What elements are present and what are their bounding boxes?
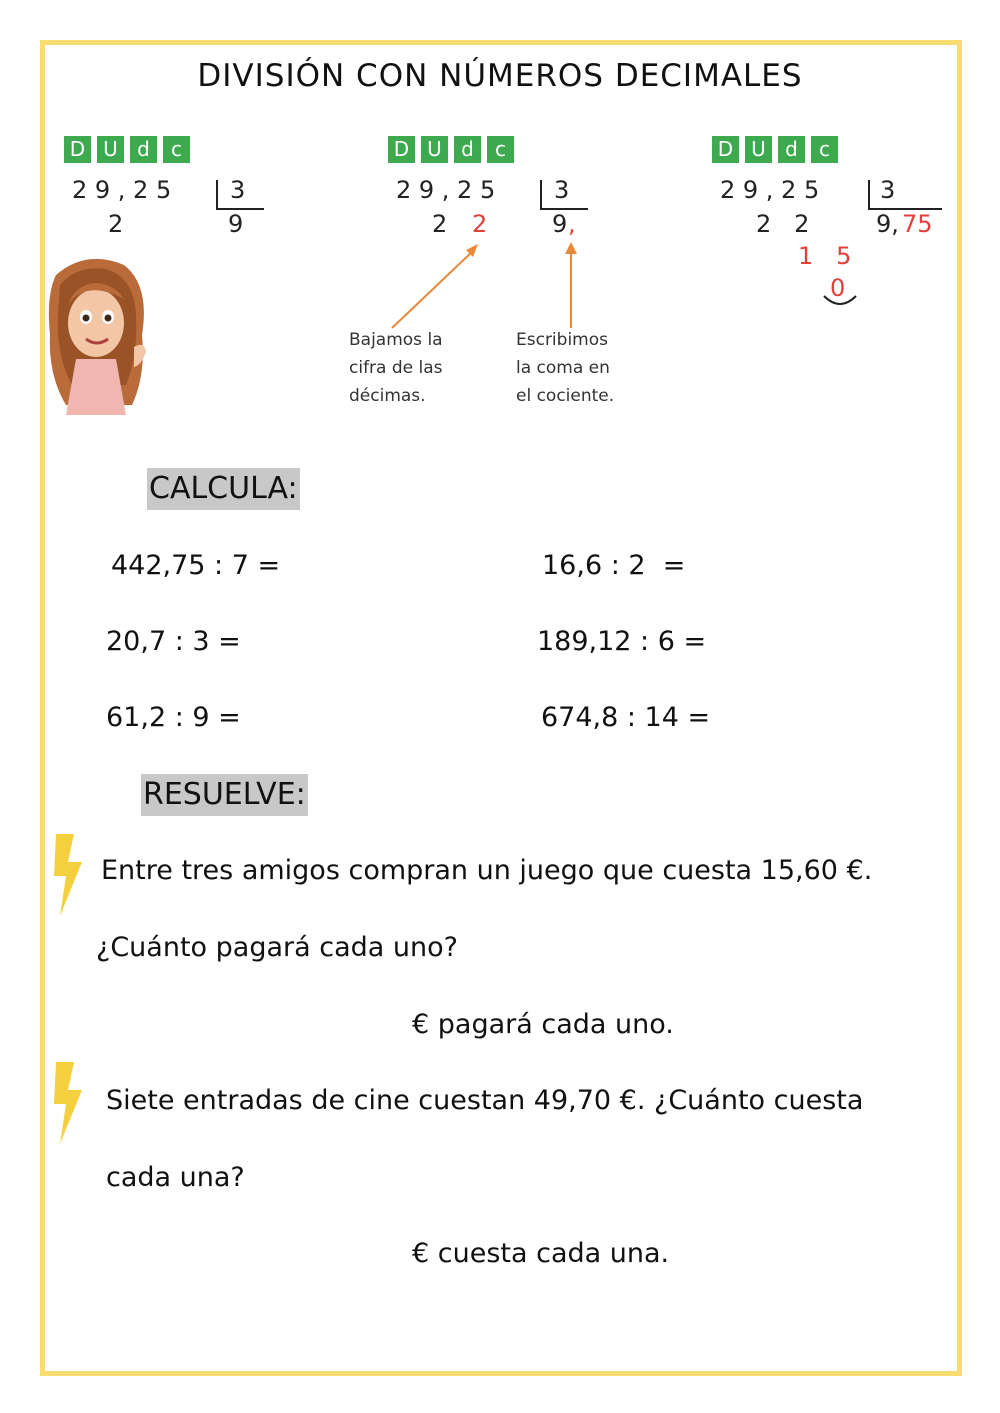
lowered-digit: 2 — [472, 210, 488, 238]
teacher-avatar-icon — [46, 255, 150, 415]
partial-remainder: 2 2 — [756, 210, 810, 238]
operation-1: 442,75 : 7 = — [111, 550, 281, 581]
example-division-2 — [388, 136, 628, 246]
note-write-comma: Escribimos la coma en el cociente. — [516, 330, 615, 406]
note-lower-tenths: Bajamos la cifra de las décimas. — [349, 330, 443, 406]
problem-1-line-1: Entre tres amigos compran un juego que cuesta 15,60 €. — [101, 855, 873, 886]
example-division-1 — [64, 136, 304, 246]
place-value-d-upper: D — [712, 136, 739, 163]
problem-2-answer: € cuesta cada una. — [412, 1238, 670, 1269]
quotient: 9 — [228, 210, 244, 238]
place-value-header — [388, 136, 628, 163]
place-value-d-lower: d — [778, 136, 805, 163]
page-title: DIVISIÓN CON NÚMEROS DECIMALES — [197, 58, 803, 94]
place-value-d-upper: D — [388, 136, 415, 163]
partial-remainder: 2 — [108, 210, 124, 238]
dividend: 2 9 , 2 5 — [396, 176, 496, 204]
section-resuelve: RESUELVE: — [141, 774, 308, 816]
partial-remainder: 2 — [432, 210, 448, 238]
operation-2: 16,6 : 2 = — [542, 550, 686, 581]
operation-6: 674,8 : 14 = — [541, 702, 711, 733]
place-value-u: U — [745, 136, 772, 163]
place-value-header — [712, 136, 952, 163]
lightning-bolt-icon — [52, 832, 88, 918]
place-value-c: c — [163, 136, 190, 163]
problem-1-line-2: ¿Cuánto pagará cada uno? — [96, 932, 458, 963]
place-value-c: c — [811, 136, 838, 163]
quotient-comma: , — [568, 210, 576, 238]
problem-1-answer: € pagará cada uno. — [412, 1009, 674, 1040]
place-value-header — [64, 136, 304, 163]
place-value-d-upper: D — [64, 136, 91, 163]
dividend: 2 9 , 2 5 — [720, 176, 820, 204]
example-division-3 — [712, 136, 952, 302]
place-value-u: U — [421, 136, 448, 163]
remainder-row: 1 5 — [798, 242, 852, 270]
annotation-arrows — [340, 236, 640, 336]
place-value-d-lower: d — [454, 136, 481, 163]
remainder-arc — [820, 292, 860, 312]
quotient-decimals: 75 — [902, 210, 933, 238]
problem-2-line-1: Siete entradas de cine cuestan 49,70 €. ¿Cuánto cuesta — [106, 1085, 864, 1116]
operation-4: 189,12 : 6 = — [537, 626, 707, 657]
problem-2-line-2: cada una? — [106, 1162, 245, 1193]
place-value-c: c — [487, 136, 514, 163]
quotient: 9, — [876, 210, 899, 238]
place-value-d-lower: d — [130, 136, 157, 163]
section-calcula: CALCULA: — [147, 468, 300, 510]
place-value-u: U — [97, 136, 124, 163]
operation-3: 20,7 : 3 = — [106, 626, 241, 657]
divisor: 3 — [880, 176, 896, 204]
dividend: 2 9 , 2 5 — [72, 176, 172, 204]
divisor: 3 — [230, 176, 246, 204]
operation-5: 61,2 : 9 = — [106, 702, 241, 733]
final-remainder: 0 — [830, 274, 846, 302]
divisor: 3 — [554, 176, 570, 204]
lightning-bolt-icon — [52, 1060, 88, 1146]
quotient: 9 — [552, 210, 568, 238]
